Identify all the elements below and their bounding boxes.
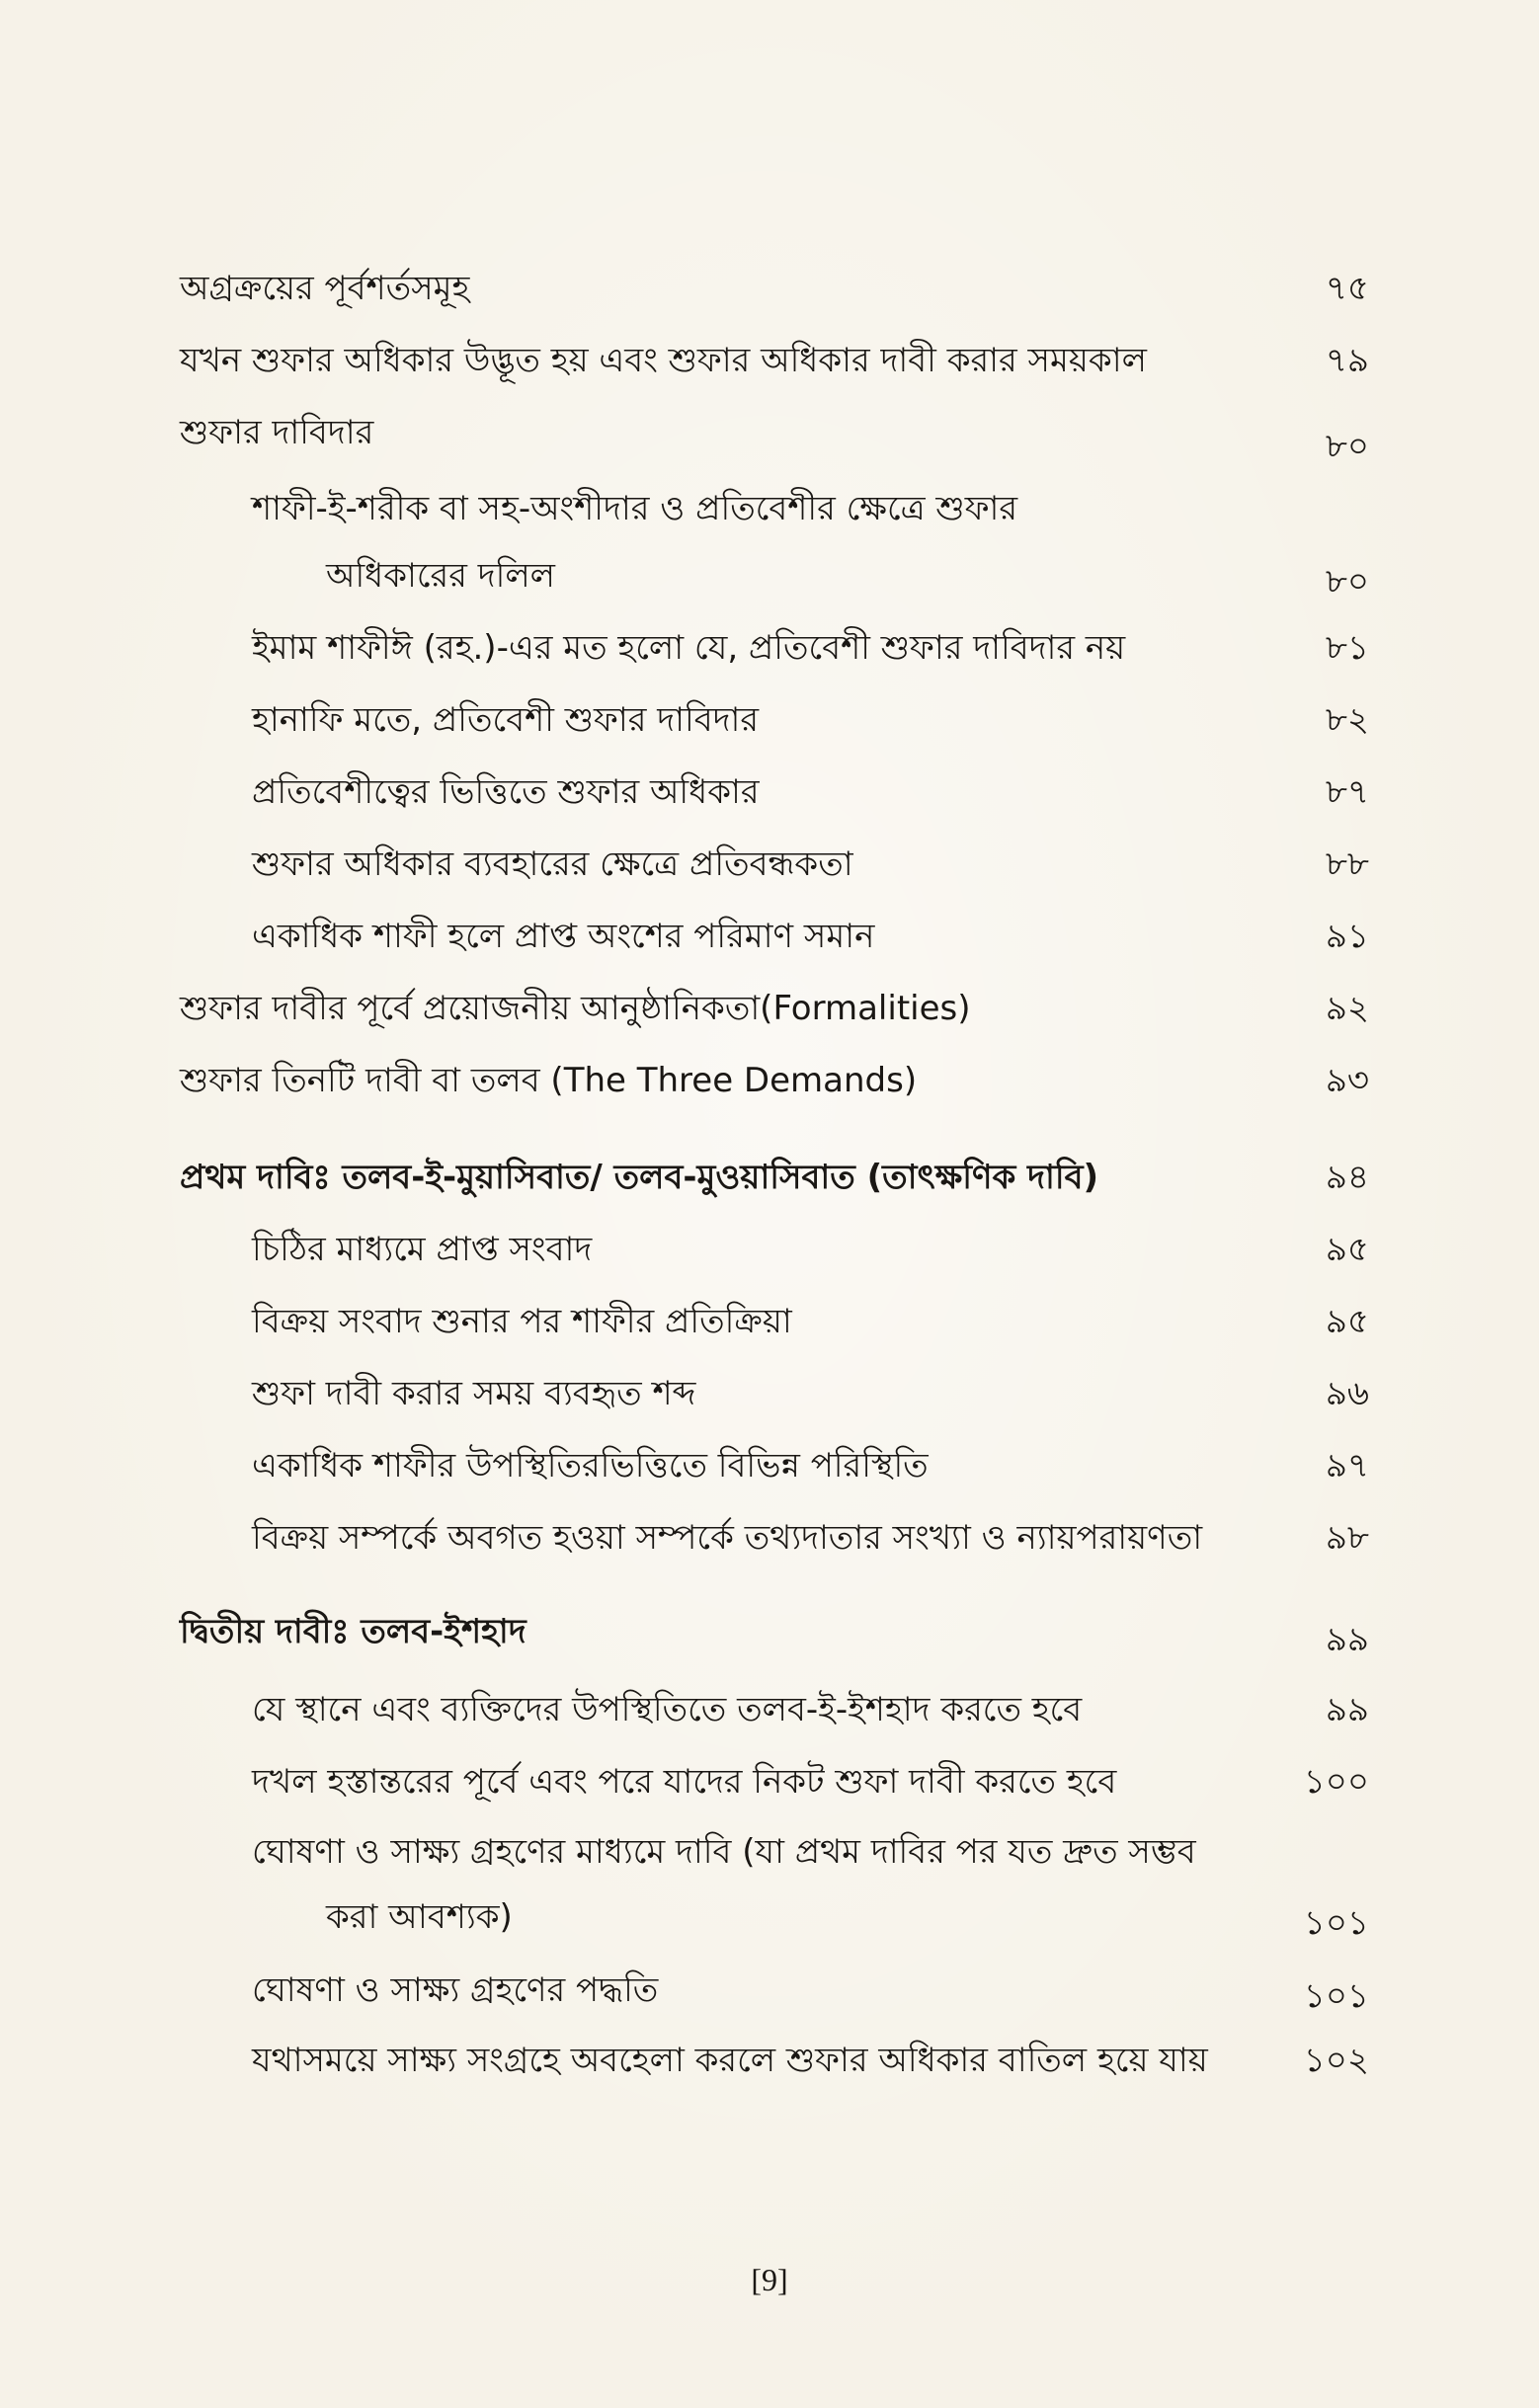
toc-entry-page: ১০০ — [1303, 1762, 1369, 1802]
toc-entry-title: প্রতিবেশীত্বের ভিত্তিতে শুফার অধিকার — [252, 772, 760, 812]
toc-entry-page: ৯৮ — [1325, 1518, 1369, 1558]
toc-entry-page: ৮৮ — [1325, 844, 1369, 884]
toc-entry-page: ৮৭ — [1325, 772, 1369, 812]
toc-entry-title: ঘোষণা ও সাক্ষ্য গ্রহণের পদ্ধতি — [252, 1970, 659, 2010]
toc-entry-title: যথাসময়ে সাক্ষ্য সংগ্রহে অবহেলা করলে শুফার অধিকার বাতিল হয়ে যায় — [252, 2041, 1208, 2080]
toc-entry-title: অগ্রক্রয়ের পূর্বশর্তসমূহ — [180, 269, 470, 308]
toc-entry-page: ৯৯ — [1325, 1690, 1369, 1729]
toc-entry-title: ইমাম শাফীঈ (রহ.)-এর মত হলো যে, প্রতিবেশী শুফার দাবিদার নয় — [252, 628, 1126, 668]
toc-entry-title: চিঠির মাধ্যমে প্রাপ্ত সংবাদ — [252, 1230, 593, 1269]
toc-entry-title: শুফা দাবী করার সময় ব্যবহৃত শব্দ — [252, 1374, 696, 1413]
toc-entry-title: একাধিক শাফীর উপস্থিতিরভিত্তিতে বিভিন্ন পরিস্থিতি — [252, 1446, 929, 1485]
toc-entry-title: দখল হস্তান্তরের পূর্বে এবং পরে যাদের নিকট শুফা দাবী করতে হবে — [252, 1762, 1117, 1802]
toc-entry-title: শুফার দাবীর পূর্বে প্রয়োজনীয় আনুষ্ঠানিকতা(Formalities) — [180, 989, 971, 1028]
toc-entry-page: ১০১ — [1303, 1903, 1369, 1943]
toc-entry-title: শুফার দাবিদার — [180, 413, 374, 452]
toc-entry-page: ৮০ — [1325, 427, 1369, 466]
toc-entry-title: একাধিক শাফী হলে প্রাপ্ত অংশের পরিমাণ সমান — [252, 917, 875, 956]
toc-entry-page: ৭৫ — [1325, 269, 1369, 308]
toc-entry-page: ৯৫ — [1325, 1230, 1369, 1269]
toc-entry-page: ৯৫ — [1325, 1302, 1369, 1341]
toc-entry-title: বিক্রয় সম্পর্কে অবগত হওয়া সম্পর্কে তথ্যদাতার সংখ্যা ও ন্যায়পরায়ণতা — [252, 1518, 1203, 1558]
toc-entry-title: ঘোষণা ও সাক্ষ্য গ্রহণের মাধ্যমে দাবি (যা প্রথম দাবির পর যত দ্রুত সম্ভব — [252, 1832, 1196, 1872]
toc-entry-title: শুফার অধিকার ব্যবহারের ক্ষেত্রে প্রতিবন্ধকতা — [252, 844, 853, 884]
toc-entry-title: বিক্রয় সংবাদ শুনার পর শাফীর প্রতিক্রিয়া — [252, 1302, 792, 1341]
toc-entry-title: শুফার তিনটি দাবী বা তলব (The Three Demands) — [180, 1061, 918, 1100]
toc-entry-title: অধিকারের দলিল — [326, 556, 556, 596]
toc-entry-title: যে স্থানে এবং ব্যক্তিদের উপস্থিতিতে তলব-ই-ইশহাদ করতে হবে — [252, 1690, 1083, 1729]
toc-entry-page: ৮২ — [1325, 700, 1369, 740]
toc-entry-page: ৯৭ — [1325, 1446, 1369, 1485]
toc-entry-page: ১০২ — [1303, 2041, 1369, 2080]
page-number: [9] — [751, 2262, 788, 2297]
toc-entry-title: হানাফি মতে, প্রতিবেশী শুফার দাবিদার — [252, 700, 760, 740]
toc-entry-page: ৯৯ — [1325, 1620, 1369, 1659]
toc-entry-page: ৯৪ — [1325, 1158, 1369, 1197]
toc-entry-page: ৮১ — [1325, 628, 1369, 668]
toc-entry-title: যখন শুফার অধিকার উদ্ভূত হয় এবং শুফার অধিকার দাবী করার সময়কাল — [180, 341, 1147, 380]
toc-entry-page: ১০১ — [1303, 1976, 1369, 2016]
toc-entry-title: প্রথম দাবিঃ তলব-ই-মুয়াসিবাত/ তলব-মুওয়াসিবাত (তাৎক্ষণিক দাবি) — [180, 1158, 1099, 1197]
toc-entry-page: ৯২ — [1325, 989, 1369, 1028]
toc-entry-page: ৯৩ — [1325, 1061, 1369, 1100]
toc-entry-title: দ্বিতীয় দাবীঃ তলব-ইশহাদ — [180, 1612, 526, 1651]
toc-entry-title: করা আবশ্যক) — [326, 1897, 513, 1937]
toc-entry-page: ৭৯ — [1325, 341, 1369, 380]
toc-entry-page: ৯১ — [1325, 917, 1369, 956]
toc-entry-title: শাফী-ই-শরীক বা সহ-অংশীদার ও প্রতিবেশীর ক্ষেত্রে শুফার — [252, 489, 1018, 528]
toc-entry-page: ৮০ — [1325, 562, 1369, 602]
toc-entry-page: ৯৬ — [1325, 1374, 1369, 1413]
